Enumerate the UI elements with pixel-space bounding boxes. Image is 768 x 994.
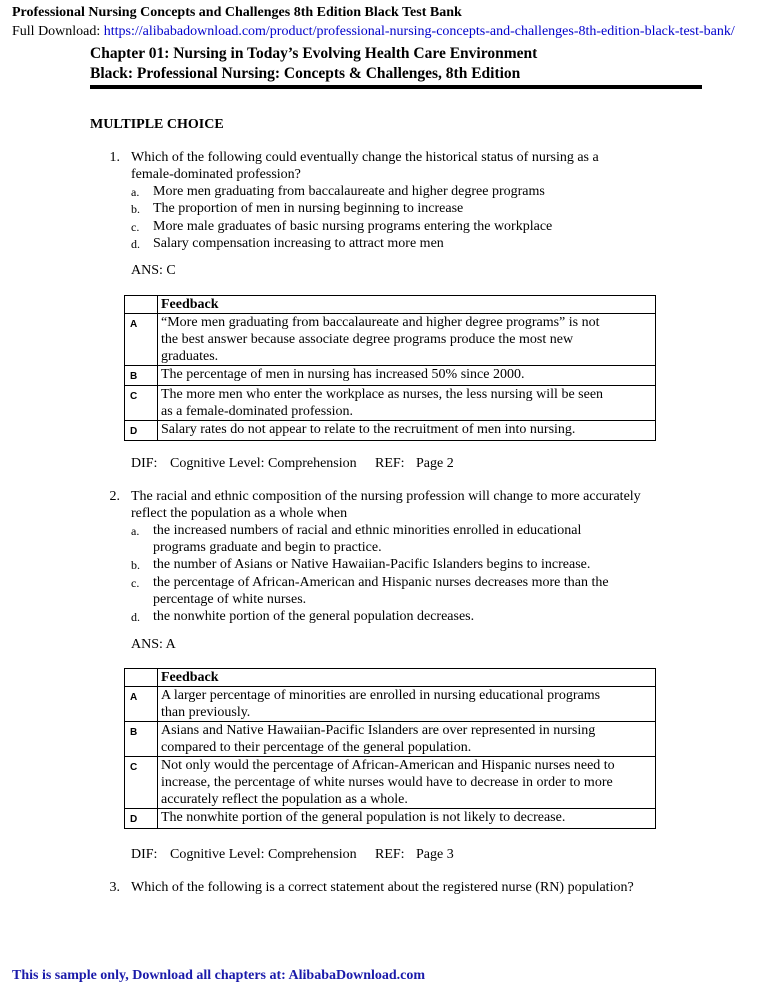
answer-key: ANS: C: [131, 263, 176, 278]
chapter-title: Chapter 01: Nursing in Today’s Evolving Health Care Environment: [90, 45, 538, 62]
option-letter: c.: [131, 220, 140, 234]
question-stem: female-dominated profession?: [131, 167, 301, 182]
option-text: More male graduates of basic nursing programs entering the workplace: [153, 219, 553, 234]
feedback-text: Asians and Native Hawaiian-Pacific Islanders are over represented in nursing compared to their percentage of the general population.: [158, 722, 656, 757]
question-stem: The racial and ethnic composition of the nursing profession will change to more accurately: [131, 489, 641, 504]
option-text: percentage of white nurses.: [153, 592, 307, 607]
page-ref: Page 2: [416, 456, 454, 471]
feedback-header: Feedback: [158, 669, 656, 687]
question-stem: reflect the population as a whole when: [131, 506, 348, 521]
feedback-header: Feedback: [158, 296, 656, 314]
feedback-header-row: [125, 669, 656, 687]
option-text: the number of Asians or Native Hawaiian-Pacific Islanders begins to increase.: [153, 557, 591, 572]
option-text: the nonwhite portion of the general population decreases.: [153, 609, 475, 624]
feedback-letter: D: [125, 421, 158, 441]
download-link[interactable]: https://alibabadownload.com/product/professional-nursing-concepts-and-challenges-8th-edition-black-test-bank/: [103, 24, 735, 39]
document-title: Professional Nursing Concepts and Challenges 8th Edition Black Test Bank: [12, 5, 462, 20]
option-letter: b.: [131, 558, 140, 572]
option-text: More men graduating from baccalaureate and higher degree programs: [153, 184, 545, 199]
question-number: 3.: [109, 880, 120, 895]
feedback-row: [125, 687, 656, 722]
option-text: the percentage of African-American and Hispanic nurses decreases more than the: [153, 575, 609, 590]
feedback-text: The nonwhite portion of the general population is not likely to decrease.: [158, 809, 656, 829]
question-number: 1.: [109, 150, 120, 165]
ref-label: REF:: [375, 456, 405, 471]
option-text: Salary compensation increasing to attract more men: [153, 236, 444, 251]
question-number: 2.: [109, 489, 120, 504]
feedback-letter: A: [125, 687, 158, 722]
option-letter: a.: [131, 185, 140, 199]
option-letter: d.: [131, 610, 140, 624]
feedback-letter: B: [125, 722, 158, 757]
cognitive-level: Cognitive Level: Comprehension: [170, 847, 357, 862]
feedback-header-blank: [125, 296, 158, 314]
ref-label: REF:: [375, 847, 405, 862]
feedback-row: [125, 722, 656, 757]
feedback-row: [125, 314, 656, 366]
feedback-text: A larger percentage of minorities are enrolled in nursing educational programs than previously.: [158, 687, 656, 722]
feedback-letter: D: [125, 809, 158, 829]
feedback-header-row: [125, 296, 656, 314]
feedback-text: “More men graduating from baccalaureate and higher degree programs” is not the best answer because associate degree programs produce the most new graduates.: [158, 314, 656, 366]
feedback-row: [125, 386, 656, 421]
question-stem: Which of the following could eventually change the historical status of nursing as a: [131, 150, 599, 165]
option-letter: b.: [131, 202, 140, 216]
option-letter: a.: [131, 524, 140, 538]
feedback-row: [125, 366, 656, 386]
feedback-letter: C: [125, 757, 158, 809]
option-text: programs graduate and begin to practice.: [153, 540, 382, 555]
dif-label: DIF:: [131, 456, 158, 471]
dif-label: DIF:: [131, 847, 158, 862]
footer-notice: This is sample only, Download all chapters at: AlibabaDownload.com: [12, 968, 426, 983]
option-letter: c.: [131, 576, 140, 590]
feedback-table: [124, 668, 656, 829]
feedback-letter: A: [125, 314, 158, 366]
feedback-table: [124, 295, 656, 441]
book-title: Black: Professional Nursing: Concepts & Challenges, 8th Edition: [90, 65, 521, 82]
option-letter: d.: [131, 237, 140, 251]
feedback-text: The more men who enter the workplace as nurses, the less nursing will be seen as a female-dominated profession.: [158, 386, 656, 421]
cognitive-level: Cognitive Level: Comprehension: [170, 456, 357, 471]
feedback-row: [125, 757, 656, 809]
option-text: The proportion of men in nursing beginning to increase: [153, 201, 464, 216]
feedback-row: [125, 809, 656, 829]
header-rule: [90, 85, 702, 89]
section-heading: MULTIPLE CHOICE: [90, 117, 224, 132]
download-label: Full Download:: [12, 24, 104, 39]
page-ref: Page 3: [416, 847, 454, 862]
feedback-text: The percentage of men in nursing has increased 50% since 2000.: [158, 366, 656, 386]
option-text: the increased numbers of racial and ethnic minorities enrolled in educational: [153, 523, 582, 538]
feedback-text: Not only would the percentage of African-American and Hispanic nurses need to increase, the percentage of white nurses would have to decrease in order to more accurately reflect the population as a whole.: [158, 757, 656, 809]
feedback-letter: C: [125, 386, 158, 421]
answer-key: ANS: A: [131, 637, 176, 652]
feedback-row: [125, 421, 656, 441]
feedback-text: Salary rates do not appear to relate to the recruitment of men into nursing.: [158, 421, 656, 441]
feedback-header-blank: [125, 669, 158, 687]
download-line: [12, 24, 735, 40]
question-stem: Which of the following is a correct statement about the registered nurse (RN) population?: [131, 880, 634, 895]
feedback-letter: B: [125, 366, 158, 386]
